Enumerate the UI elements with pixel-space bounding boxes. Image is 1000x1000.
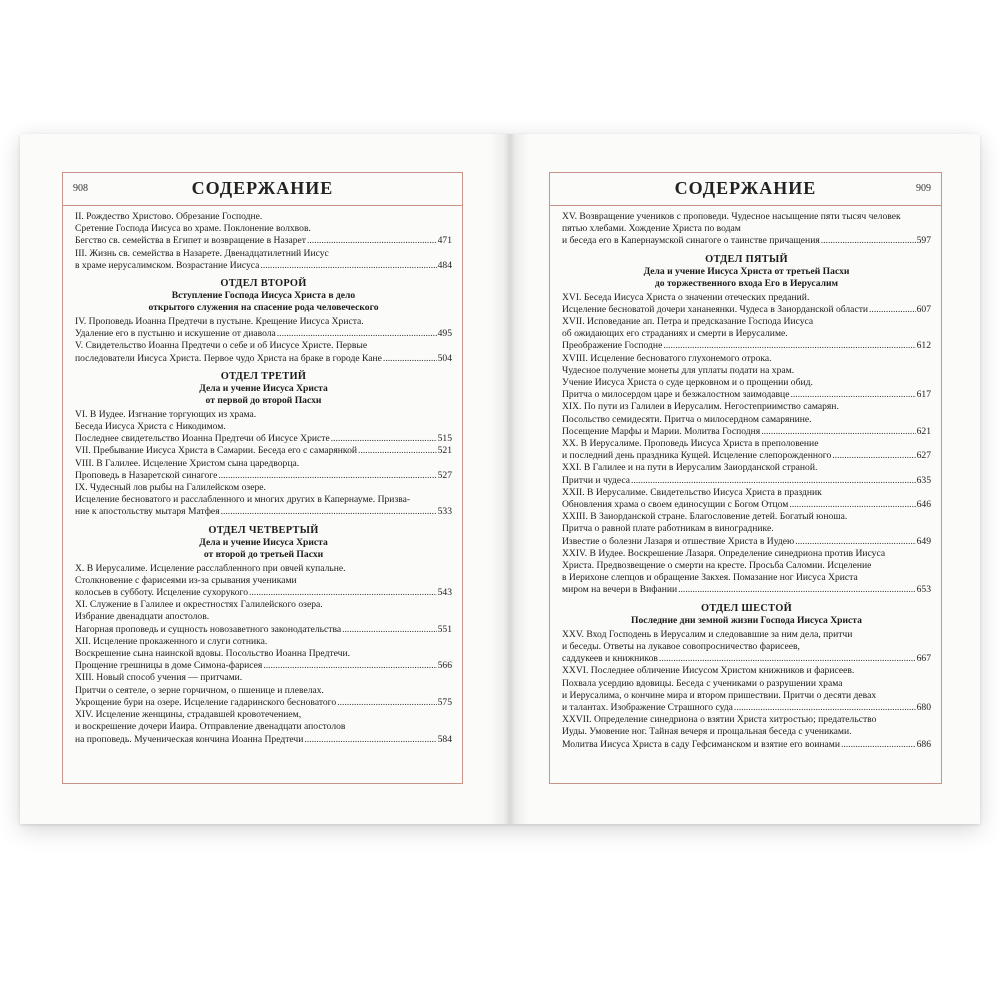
toc-page-number: 527 xyxy=(437,469,452,481)
toc-line-text: Бегство св. семейства в Египет и возвращение в Назарет xyxy=(75,235,306,247)
leader-dots xyxy=(277,328,437,340)
toc-line xyxy=(562,536,931,548)
toc-line-text: в храме иерусалимском. Возрастание Иисуса xyxy=(75,259,260,271)
toc-line xyxy=(562,475,931,487)
right-toc-list xyxy=(550,206,941,751)
toc-line: Притчи о сеятеле, о зерне горчичном, о пшенице и плевелах. xyxy=(75,684,324,696)
toc-page-number: 566 xyxy=(437,660,452,672)
toc-page-number: 521 xyxy=(437,445,452,457)
toc-line: Беседа Иисуса Христа с Никодимом. xyxy=(75,421,226,433)
toc-line: IV. Проповедь Иоанна Предтечи в пустыне. Крещение Иисуса Христа. xyxy=(75,316,364,328)
section-title: ОТДЕЛ ПЯТЫЙ xyxy=(705,253,788,265)
toc-line-text: Обновления храма о своем единосущии с Богом Отцом xyxy=(562,499,789,511)
section-title: ОТДЕЛ ВТОРОЙ xyxy=(220,278,307,290)
toc-line: III. Жизнь св. семейства в Назарете. Двенадцатилетний Иисус xyxy=(75,247,329,259)
toc-line xyxy=(562,304,931,316)
section-title: ОТДЕЛ ТРЕТИЙ xyxy=(220,370,307,382)
section-subtitle: Вступление Господа Иисуса Христа в дело xyxy=(171,290,356,302)
section-heading xyxy=(75,370,452,407)
toc-line xyxy=(75,660,452,672)
toc-line-text: Прощение грешницы в доме Симона-фарисея xyxy=(75,660,263,672)
toc-line-text: ние к апостольству мытаря Матфея xyxy=(75,506,220,518)
toc-entry xyxy=(75,211,452,248)
left-page-frame xyxy=(62,172,463,784)
section-title: ОТДЕЛ ЧЕТВЕРТЫЙ xyxy=(208,524,319,536)
leader-dots xyxy=(841,739,916,751)
leader-dots xyxy=(795,536,915,548)
toc-line: XXV. Вход Господень в Иерусалим и следовавшие за ним дела, притчи xyxy=(562,628,853,640)
toc-page-number: 471 xyxy=(437,235,452,247)
toc-line: об ожидающих его страданиях и смерти в Иерусалиме. xyxy=(562,328,788,340)
toc-entry xyxy=(75,599,452,636)
toc-page-number: 504 xyxy=(437,352,452,364)
toc-page-number: 649 xyxy=(916,535,931,547)
toc-line: в Иерихоне слепцов и обращение Закхея. Помазание ног Иисуса Христа xyxy=(562,572,858,584)
toc-line xyxy=(75,353,452,365)
toc-page-number: 627 xyxy=(916,450,931,462)
toc-line-text: Проповедь в Назаретской синагоге xyxy=(75,469,218,481)
toc-entry xyxy=(75,248,452,272)
right-page-number: 909 xyxy=(916,183,931,194)
leader-dots xyxy=(832,450,915,462)
toc-line: XII. Исцеление прокаженного и слуги сотника. xyxy=(75,635,268,647)
toc-entry xyxy=(75,445,452,457)
section-title: ОТДЕЛ ШЕСТОЙ xyxy=(700,602,793,614)
toc-line-text: и последний день праздника Кущей. Исцеление слепорожденного xyxy=(562,450,832,462)
toc-line-text: Преображение Господне xyxy=(562,340,663,352)
toc-line: Избрание двенадцати апостолов. xyxy=(75,611,210,623)
toc-line-text: Удаление его в пустыню и искушение от диавола xyxy=(75,328,276,340)
leader-dots xyxy=(249,587,437,599)
toc-line: Чудесное получение монеты для уплаты подати на храм. xyxy=(562,364,795,376)
toc-page-number: 612 xyxy=(916,340,931,352)
toc-entry xyxy=(75,482,452,519)
toc-line: пятью хлебами. Хождение Христа по водам xyxy=(562,223,741,235)
toc-entry xyxy=(562,548,931,597)
toc-page-number: 495 xyxy=(437,328,452,340)
toc-entry xyxy=(562,316,931,353)
toc-page-number: 646 xyxy=(916,499,931,511)
toc-line: Столкновение с фарисеями из-за срывания учениками xyxy=(75,574,297,586)
toc-entry xyxy=(562,438,931,462)
toc-line: XVI. Беседа Иисуса Христа о значении отеческих преданий. xyxy=(562,291,810,303)
toc-line-text: и беседа его в Капернаумской синагоге о таинстве причащения xyxy=(562,235,820,247)
toc-line: XXIII. В Заиорданской стране. Благословение детей. Богатый юноша. xyxy=(562,511,848,523)
section-heading xyxy=(75,277,452,314)
toc-page-number: 621 xyxy=(916,425,931,437)
toc-line xyxy=(562,702,931,714)
toc-line-text: колосьев в субботу. Исцеление сухорукого xyxy=(75,587,248,599)
toc-line-text: последователи Иисуса Христа. Первое чудо Христа на браке в городе Кане xyxy=(75,352,382,364)
toc-line-text: саддукеев и книжников xyxy=(562,653,658,665)
toc-line: XXII. В Иерусалиме. Свидетельство Иисуса Христа в праздник xyxy=(562,486,822,498)
toc-entry xyxy=(562,665,931,714)
leader-dots xyxy=(659,653,916,665)
toc-line xyxy=(562,235,931,247)
leader-dots xyxy=(221,506,437,518)
toc-page-number: 484 xyxy=(437,259,452,271)
open-book xyxy=(20,134,980,824)
toc-page-number: 584 xyxy=(437,733,452,745)
toc-line-text: Нагорная проповедь и сущность новозаветного законодательства xyxy=(75,623,342,635)
toc-line: II. Рождество Христово. Обрезание Господне. xyxy=(75,211,263,222)
right-page xyxy=(510,134,980,824)
section-subtitle: Дела и учение Иисуса Христа от третьей Пасхи xyxy=(643,265,850,277)
toc-line-text: Укрощение бури на озере. Исцеление гадаринского бесноватого xyxy=(75,696,337,708)
toc-page-number: 635 xyxy=(916,474,931,486)
toc-page-number: 575 xyxy=(437,696,452,708)
toc-line: XXVII. Определение синедриона о взятии Христа хитростью; предательство xyxy=(562,714,877,726)
left-page-header xyxy=(63,173,462,206)
leader-dots xyxy=(263,660,436,672)
toc-line xyxy=(562,653,931,665)
toc-line: XIII. Новый способ учения — притчами. xyxy=(75,672,243,684)
leader-dots xyxy=(761,426,915,438)
toc-line: XV. Возвращение учеников с проповеди. Чудесное насыщение пяти тысяч человек xyxy=(562,211,901,222)
toc-line: и беседы. Ответы на лукавое совопросничество фарисеев, xyxy=(562,640,800,652)
toc-line xyxy=(75,587,452,599)
right-page-header xyxy=(550,173,941,206)
leader-dots xyxy=(789,499,915,511)
toc-line: Учение Иисуса Христа о суде церковном и о прощении обид. xyxy=(562,377,813,389)
left-page-number: 908 xyxy=(73,183,88,194)
section-heading xyxy=(562,602,931,627)
toc-line: Посольство семидесяти. Притча о милосердном самарянине. xyxy=(562,413,812,425)
toc-page-number: 607 xyxy=(916,303,931,315)
leader-dots xyxy=(307,235,437,247)
toc-line xyxy=(75,235,452,247)
toc-entry xyxy=(562,401,931,438)
toc-line xyxy=(75,328,452,340)
toc-line: Исцеление бесноватого и расслабленного и многих других в Капернауме. Призва- xyxy=(75,494,411,506)
leader-dots xyxy=(790,389,915,401)
toc-line: XVII. Исповедание ап. Петра и предсказание Господа Иисуса xyxy=(562,316,814,328)
toc-line-text: Притчи и чудеса xyxy=(562,474,630,486)
leader-dots xyxy=(218,470,436,482)
toc-line: XIX. По пути из Галилеи в Иерусалим. Негостеприимство самарян. xyxy=(562,401,839,413)
toc-page-number: 533 xyxy=(437,506,452,518)
left-toc-list xyxy=(63,206,462,746)
toc-line: Притча о равной плате работникам в винограднике. xyxy=(562,523,774,535)
leader-dots xyxy=(304,734,436,746)
leader-dots xyxy=(342,624,436,636)
toc-line: XX. В Иерусалиме. Проповедь Иисуса Христа в преполовение xyxy=(562,438,819,450)
toc-entry xyxy=(562,353,931,402)
toc-line xyxy=(75,624,452,636)
toc-line: Иуды. Умовение ног. Тайная вечеря и прощальная беседа с учениками. xyxy=(562,726,852,738)
toc-entry xyxy=(75,709,452,746)
section-heading xyxy=(562,253,931,290)
leader-dots xyxy=(358,445,437,457)
section-subtitle: Последние дни земной жизни Господа Иисуса Христа xyxy=(631,614,862,626)
leader-dots xyxy=(678,584,915,596)
toc-entry xyxy=(75,316,452,340)
toc-entry xyxy=(562,292,931,316)
toc-line xyxy=(75,470,452,482)
toc-line: и воскрешение дочери Иаира. Отправление двенадцати апостолов xyxy=(75,721,346,733)
toc-line: VI. В Иудее. Изгнание торгующих из храма. xyxy=(75,408,257,420)
toc-line-text: миром на вечери в Вифании xyxy=(562,584,678,596)
leader-dots xyxy=(663,340,915,352)
left-page xyxy=(20,134,510,824)
toc-entry xyxy=(562,629,931,666)
toc-line-text: на проповедь. Мученическая кончина Иоанна Предтечи xyxy=(75,733,304,745)
toc-page-number: 667 xyxy=(916,653,931,665)
section-heading xyxy=(75,524,452,561)
toc-line xyxy=(75,697,452,709)
toc-entry xyxy=(75,636,452,673)
toc-line: XI. Служение в Галилее и окрестностях Галилейского озера. xyxy=(75,599,323,611)
section-subtitle: Дела и учение Иисуса Христа xyxy=(199,536,328,548)
section-subtitle: от первой до второй Пасхи xyxy=(205,394,322,406)
toc-page-number: 597 xyxy=(916,235,931,247)
leader-dots xyxy=(331,433,437,445)
toc-line-text: Притча о милосердом царе и безжалостном заимодавце xyxy=(562,389,790,401)
leader-dots xyxy=(631,475,916,487)
section-subtitle: до торжественного входа Его в Иерусалим xyxy=(654,277,839,289)
toc-line xyxy=(562,739,931,751)
toc-line: Сретение Господа Иисуса во храме. Поклонение волхвов. xyxy=(75,223,311,235)
toc-line xyxy=(562,584,931,596)
toc-line xyxy=(562,450,931,462)
toc-line xyxy=(75,506,452,518)
toc-page-number: 551 xyxy=(437,623,452,635)
left-page-title: СОДЕРЖАНИЕ xyxy=(191,178,334,198)
section-subtitle: от второй до третьей Пасхи xyxy=(203,548,324,560)
toc-entry xyxy=(562,487,931,511)
section-subtitle: открытого служения на спасение рода человеческого xyxy=(148,302,379,314)
section-subtitle: Дела и учение Иисуса Христа xyxy=(199,382,328,394)
right-page-title: СОДЕРЖАНИЕ xyxy=(674,178,817,198)
toc-line: XXVI. Последнее обличение Иисусом Христом книжников и фарисеев. xyxy=(562,665,855,677)
toc-entry xyxy=(75,340,452,364)
toc-line-text: и талантах. Изображение Страшного суда xyxy=(562,701,733,713)
toc-line xyxy=(562,499,931,511)
toc-entry xyxy=(562,511,931,548)
leader-dots xyxy=(821,235,916,247)
leader-dots xyxy=(260,260,436,272)
toc-page-number: 653 xyxy=(916,584,931,596)
toc-line: XVIII. Исцеление бесноватого глухонемого отрока. xyxy=(562,352,772,364)
toc-page-number: 617 xyxy=(916,389,931,401)
toc-line: XXI. В Галилее и на пути в Иерусалим Заиорданской страной. xyxy=(562,462,818,474)
toc-line xyxy=(75,734,452,746)
toc-line: и Иерусалима, о кончине мира и втором пришествии. Притчи о десяти девах xyxy=(562,689,877,701)
toc-line xyxy=(75,445,452,457)
leader-dots xyxy=(337,697,436,709)
toc-entry xyxy=(562,462,931,486)
toc-page-number: 515 xyxy=(437,433,452,445)
toc-entry xyxy=(75,458,452,482)
toc-page-number: 680 xyxy=(916,701,931,713)
toc-entry xyxy=(75,563,452,600)
toc-line-text: Молитва Иисуса Христа в саду Гефсиманском и взятие его воинами xyxy=(562,738,840,750)
toc-entry xyxy=(562,211,931,248)
toc-line: IX. Чудесный лов рыбы на Галилейском озере. xyxy=(75,482,266,494)
leader-dots xyxy=(383,353,437,365)
right-page-frame xyxy=(549,172,942,784)
toc-line xyxy=(562,426,931,438)
toc-line: Похвала усердию вдовицы. Беседа с учениками о разрушении храма xyxy=(562,677,843,689)
toc-line: V. Свидетельство Иоанна Предтечи о себе и об Иисусе Христе. Первые xyxy=(75,340,368,352)
toc-line xyxy=(75,260,452,272)
toc-line xyxy=(562,340,931,352)
toc-line-text: Известие о болезни Лазаря и отшествие Христа в Иудею xyxy=(562,535,795,547)
toc-line xyxy=(562,389,931,401)
leader-dots xyxy=(869,304,916,316)
toc-line: Воскрешение сына наинской вдовы. Посольство Иоанна Предтечи. xyxy=(75,648,351,660)
leader-dots xyxy=(734,702,916,714)
toc-entry xyxy=(75,672,452,709)
toc-entry xyxy=(562,714,931,751)
toc-line: X. В Иерусалиме. Исцеление расслабленного при овчей купальне. xyxy=(75,562,346,574)
toc-line-text: Исцеление бесноватой дочери хананеянки. Чудеса в Заиорданской области xyxy=(562,303,869,315)
toc-page-number: 543 xyxy=(437,587,452,599)
toc-line: XIV. Исцеление женщины, страдавшей кровотечением, xyxy=(75,709,302,721)
toc-page-number: 686 xyxy=(916,738,931,750)
toc-line-text: Посещение Марфы и Марии. Молитва Господня xyxy=(562,425,761,437)
toc-line: VIII. В Галилее. Исцеление Христом сына царедворца. xyxy=(75,457,300,469)
toc-line xyxy=(75,433,452,445)
toc-line: XXIV. В Иудее. Воскрешение Лазаря. Определение синедриона против Иисуса xyxy=(562,547,886,559)
toc-line-text: Последнее свидетельство Иоанна Предтечи об Иисусе Христе xyxy=(75,433,330,445)
toc-line: Христа. Предвозвещение о смерти на кресте. Просьба Саломии. Исцеление xyxy=(562,560,872,572)
toc-line-text: VII. Пребывание Иисуса Христа в Самарии. Беседа его с самарянкой xyxy=(75,445,358,457)
toc-entry xyxy=(75,409,452,446)
